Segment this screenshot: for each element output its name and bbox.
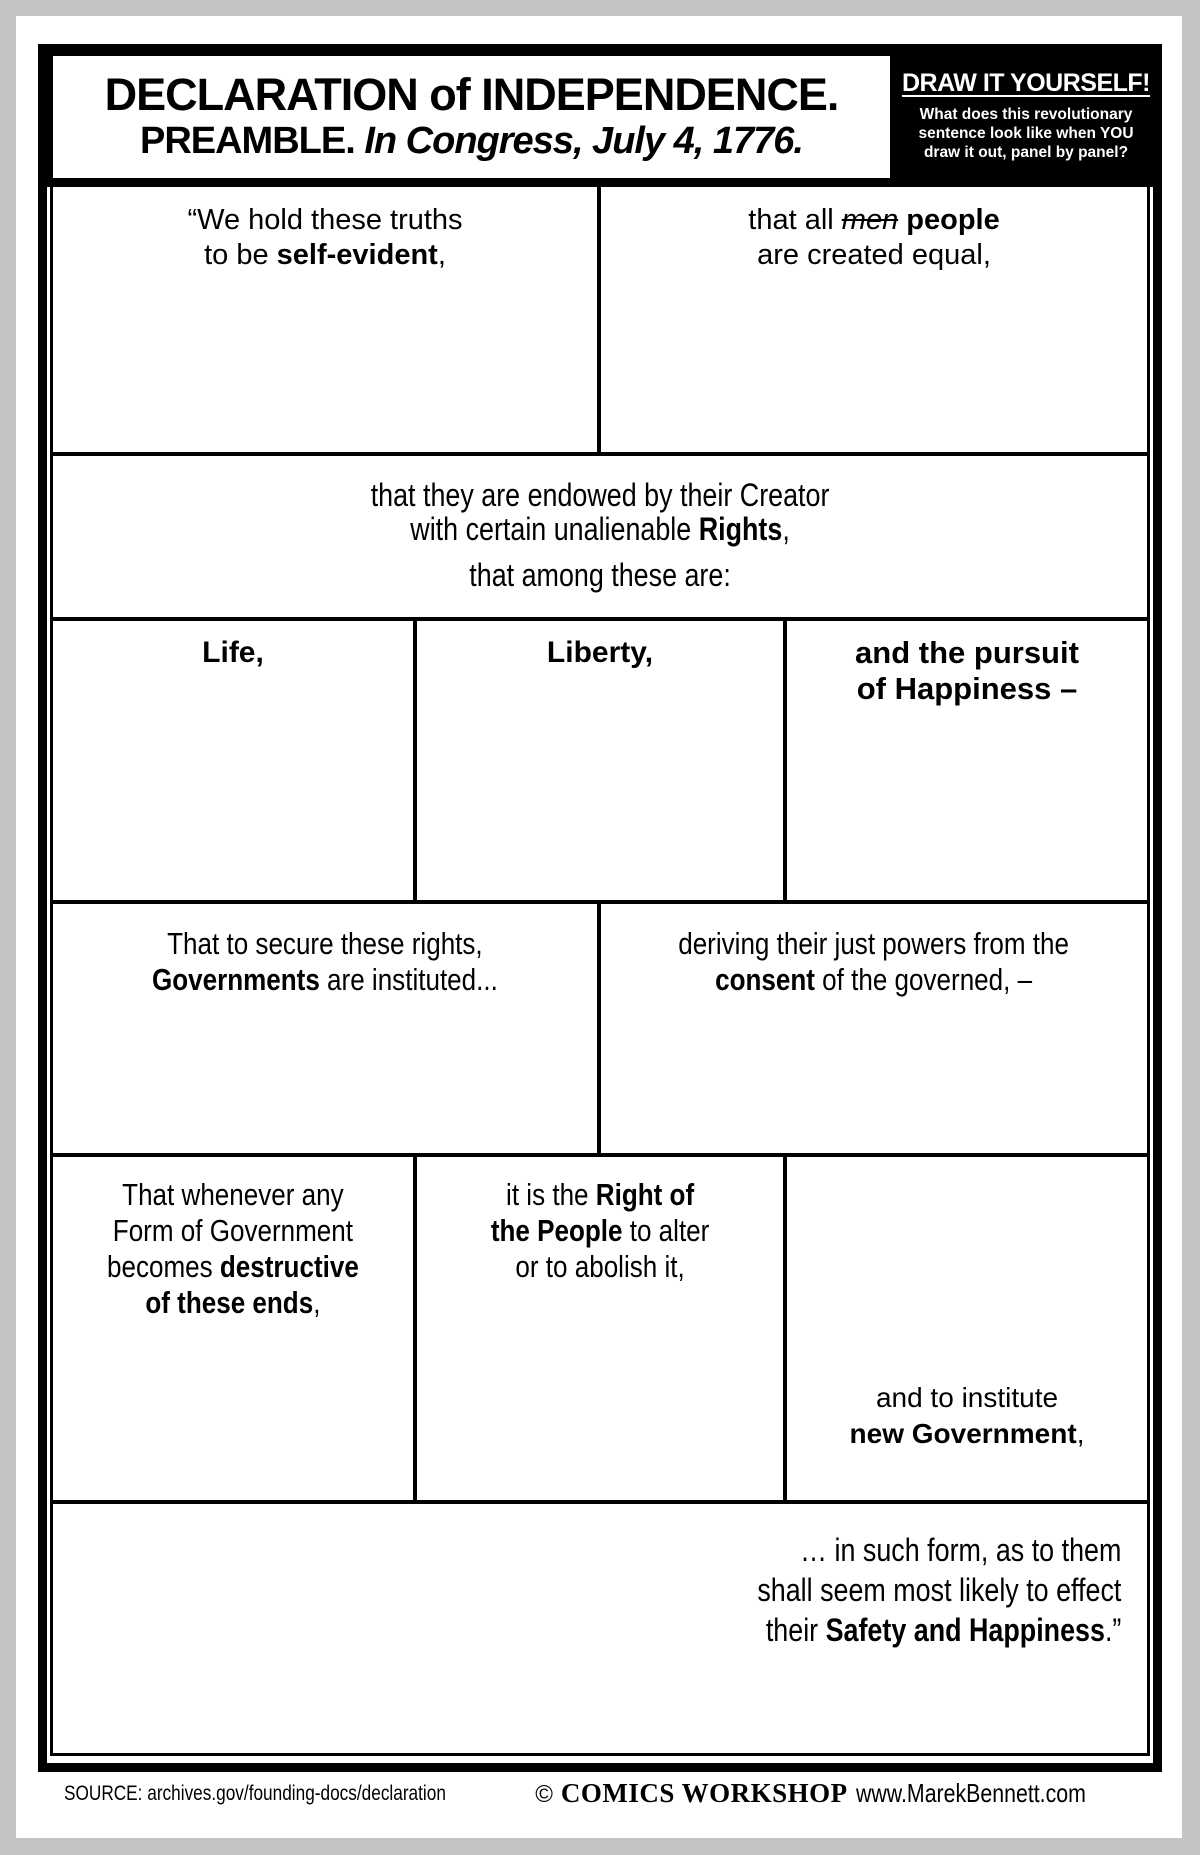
title-box [53,56,890,178]
subtitle-preamble: PREAMBLE. [139,119,365,162]
page-subtitle [140,120,803,164]
draw-box-caption-line1: What does this revolutionary [919,105,1133,123]
website-url: www.MarekBennett.com [855,1778,1086,1808]
subtitle-congress-date: In Congress, July 4, 1776. [364,119,803,162]
panel-institute-new-government [787,1157,1147,1500]
panel-endowed-text: that they are endowed by their Creator with certain unalienable Rights, that among these are: [370,477,830,593]
panel-endowed-rights [53,456,1147,617]
panel-whenever-destructive [53,1157,413,1500]
panel-row-1 [53,187,1147,452]
panel-right-of-people [417,1157,783,1500]
draw-box-heading: DRAW IT YOURSELF! [902,68,1150,97]
panel-such-form-text: … in such form, as to them shall seem most likely to effect their Safety and Happiness.” [756,1532,1121,1648]
panel-pursuit-text: and the pursuit of Happiness – [855,635,1079,706]
panel-row-5 [53,1157,1147,1500]
panel-whenever-text: That whenever any Form of Government becomes destructive of these ends, [107,1177,359,1320]
copyright-line [535,1778,1136,1809]
panel-life [53,621,413,900]
panel-secure-text: That to secure these rights, Governments are instituted... [152,926,498,997]
brand-name: COMICS WORKSHOP [560,1778,848,1808]
panel-created-equal-text: that all men people are created equal, [748,204,1000,271]
footer [38,1778,1162,1809]
draw-it-yourself-box [890,50,1162,180]
comic-panel-grid [53,187,1147,1752]
panel-deriving-text: deriving their just powers from the consent of the governed, – [678,926,1070,997]
panel-right-of-people-text: it is the Right of the People to alter or to abolish it, [490,1177,710,1284]
panel-we-hold-text: “We hold these truths to be self-evident, [187,204,463,271]
copyright-symbol: © [535,1781,553,1808]
panel-liberty-text: Liberty, [546,636,654,669]
page-title: DECLARATION of INDEPENDENCE. [104,69,839,121]
panel-such-form [53,1504,1147,1752]
panel-pursuit-of-happiness [787,621,1147,900]
panel-liberty [417,621,783,900]
panel-deriving-powers [601,904,1147,1153]
panel-we-hold-truths [53,187,597,452]
source-citation: SOURCE: archives.gov/founding-docs/declaration [64,1781,446,1805]
panel-row-3 [53,621,1147,900]
panel-row-6 [53,1504,1147,1752]
panel-secure-rights [53,904,597,1153]
draw-box-caption-line3: draw it out, panel by panel? [923,143,1129,161]
panel-institute-text: and to institute new Government, [849,1382,1085,1449]
panel-row-4 [53,904,1147,1153]
draw-box-caption-line2: sentence look like when YOU [918,124,1134,142]
panel-created-equal [601,187,1147,452]
panel-life-text: Life, [202,636,264,669]
panel-row-2 [53,456,1147,617]
